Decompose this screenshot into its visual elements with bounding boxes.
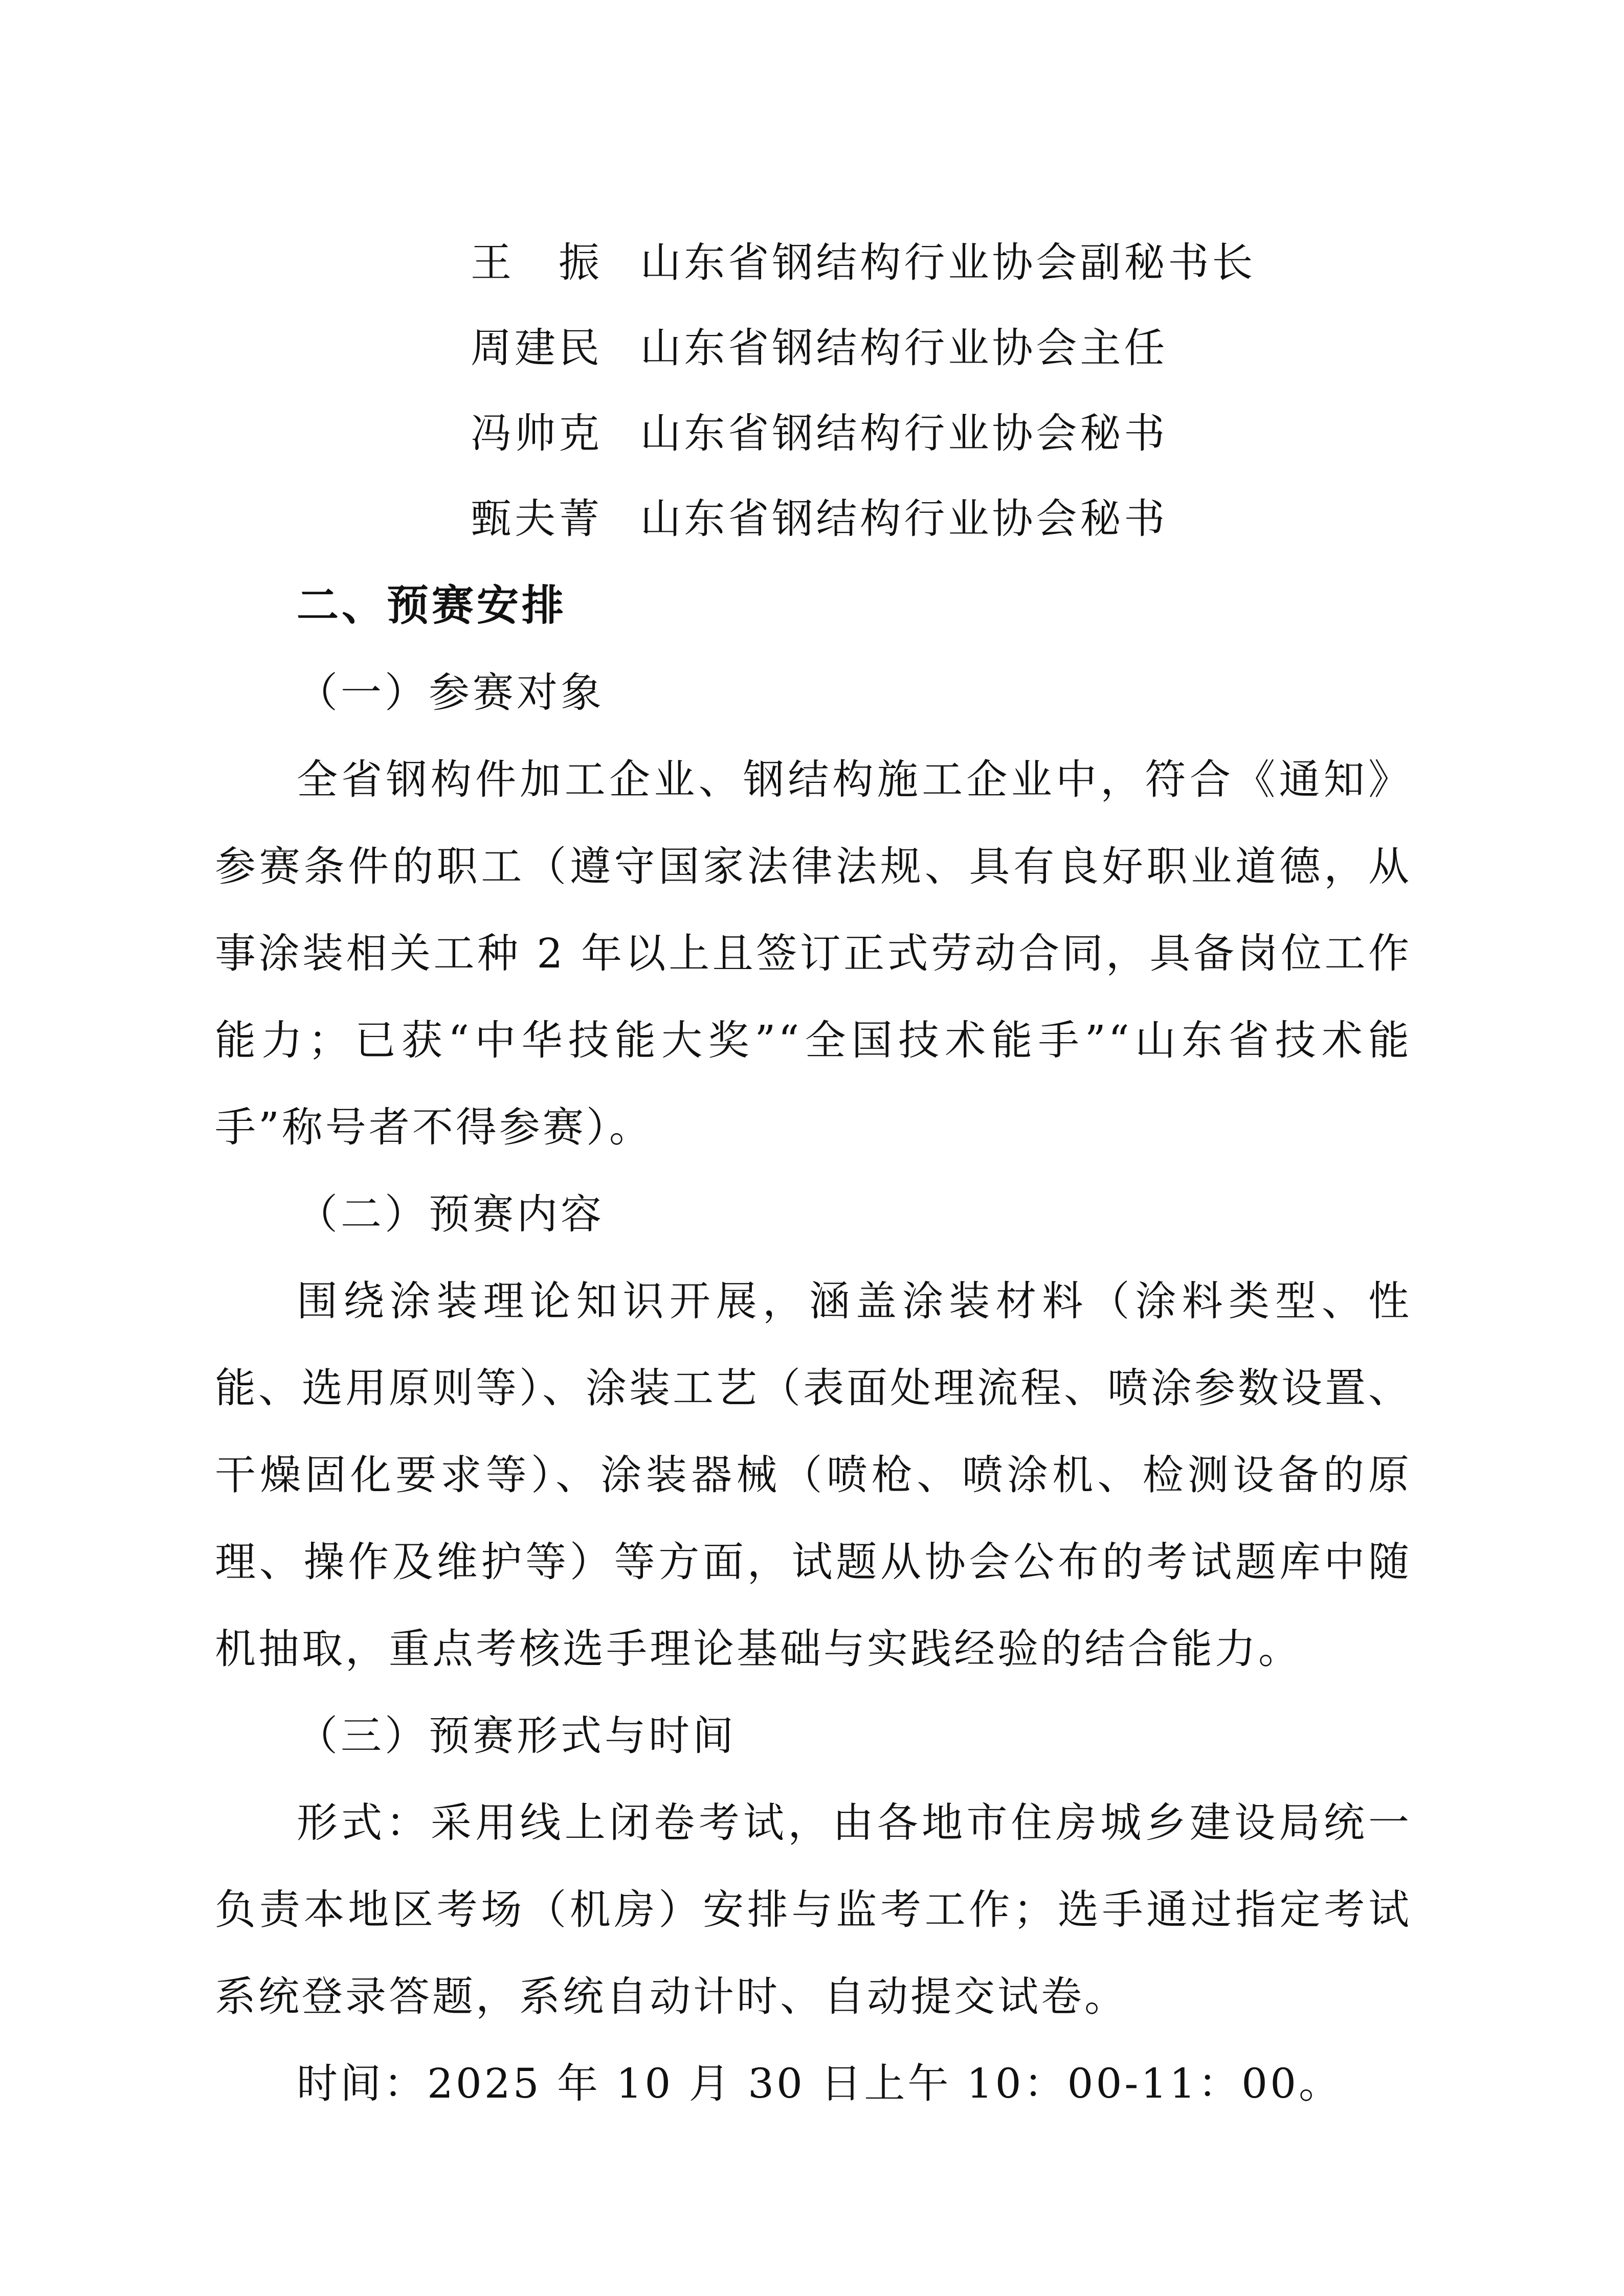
staff-title: 山东省钢结构行业协会秘书 <box>640 410 1168 457</box>
staff-name: 冯帅克 <box>471 410 603 457</box>
staff-name: 甄夫菁 <box>471 495 603 543</box>
staff-list <box>471 220 1442 561</box>
content-paragraph: 围绕涂装理论知识开展，涵盖涂装材料（涂料类型、性能、选用原则等）、涂装工艺（表面处理流程、喷涂参数设置、干燥固化要求等）、涂装器械（喷枪、喷涂机、检测设备的原理、操作及维护等）等方面，试题从协会公布的考试题库中随机抽取，重点考核选手理论基础与实践经验的结合能力。 <box>215 1277 1412 1673</box>
staff-title: 山东省钢结构行业协会主任 <box>640 324 1168 372</box>
subsection-content-heading: （二）预赛内容 <box>297 1190 605 1238</box>
staff-title: 山东省钢结构行业协会秘书 <box>640 495 1168 543</box>
subsection-participants-heading: （一）参赛对象 <box>297 669 605 716</box>
staff-name: 王 振 <box>471 239 603 286</box>
staff-row <box>471 220 1442 305</box>
format-paragraph: 形式：采用线上闭卷考试，由各地市住房城乡建设局统一负责本地区考场（机房）安排与监考工作；选手通过指定考试系统登录答题，系统自动计时、自动提交试卷。 <box>215 1799 1412 2020</box>
section-preliminary-arrangement <box>215 562 1412 2127</box>
staff-row <box>471 391 1442 476</box>
staff-row <box>471 476 1442 561</box>
participants-paragraph: 全省钢构件加工企业、钢结构施工企业中，符合《通知》参赛条件的职工（遵守国家法律法规、具有良好职业道德，从事涂装相关工种 2 年以上且签订正式劳动合同，具备岗位工作能力；已获“中华技能大奖”“全国技术能手”“山东省技术能手”称号者不得参赛）。 <box>215 756 1412 1151</box>
subsection-format-heading: （三）预赛形式与时间 <box>297 1712 737 1760</box>
staff-row <box>471 305 1442 391</box>
section-heading: 二、预赛安排 <box>297 581 567 630</box>
staff-name: 周建民 <box>471 324 603 372</box>
time-paragraph: 时间：2025 年 10 月 30 日上午 10：00-11：00。 <box>297 2060 1342 2107</box>
staff-title: 山东省钢结构行业协会副秘书长 <box>640 239 1256 286</box>
